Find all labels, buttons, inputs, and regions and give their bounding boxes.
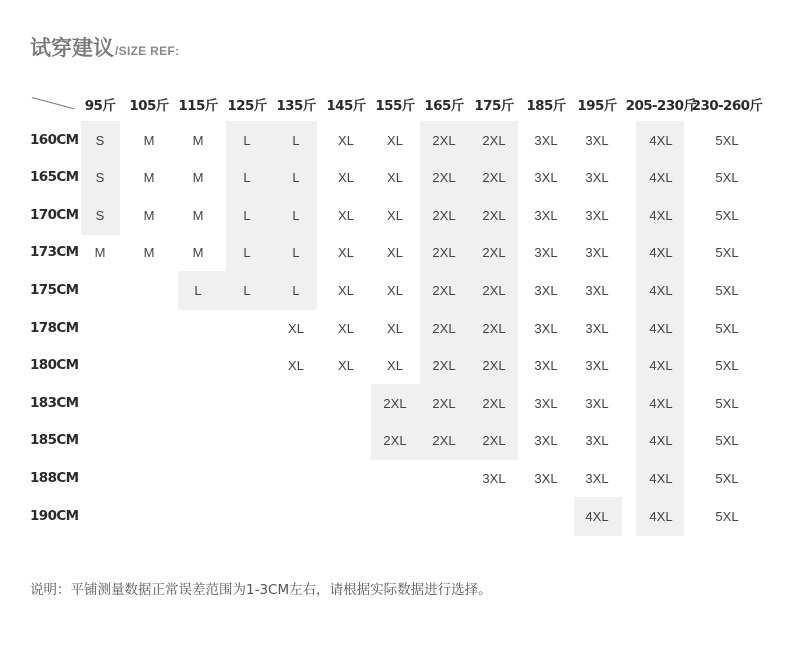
size-cell: 5XL	[715, 208, 739, 223]
size-cell: XL	[387, 208, 403, 223]
size-cell: 3XL	[534, 245, 558, 260]
page-title	[30, 32, 179, 62]
size-cell: L	[243, 245, 251, 260]
size-cell: XL	[338, 133, 354, 148]
size-cell: 5XL	[715, 283, 739, 298]
size-cell: 2XL	[432, 321, 456, 336]
weight-header: 155斤	[375, 98, 415, 114]
size-cell: 2XL	[482, 208, 506, 223]
size-cell: XL	[387, 170, 403, 185]
size-cell: 2XL	[432, 396, 456, 411]
size-cell: 3XL	[585, 170, 609, 185]
size-cell: 4XL	[649, 245, 673, 260]
size-cell: M	[143, 170, 155, 185]
size-cell: 2XL	[383, 396, 407, 411]
weight-header: 95斤	[84, 98, 116, 114]
size-cell: 4XL	[649, 208, 673, 223]
table-corner-divider	[32, 97, 75, 109]
title-cn: 试穿建议	[30, 36, 114, 60]
size-cell: M	[192, 245, 204, 260]
size-cell: M	[94, 245, 106, 260]
size-cell: 3XL	[534, 358, 558, 373]
size-cell: 3XL	[585, 358, 609, 373]
size-cell: M	[192, 208, 204, 223]
weight-header: 125斤	[227, 98, 267, 114]
height-label: 165CM	[30, 169, 79, 185]
height-label: 178CM	[30, 320, 79, 336]
size-cell: L	[194, 283, 202, 298]
size-cell: 5XL	[715, 396, 739, 411]
size-cell: 2XL	[482, 321, 506, 336]
size-cell: 3XL	[585, 471, 609, 486]
size-cell: 3XL	[482, 471, 506, 486]
size-cell: 2XL	[383, 433, 407, 448]
height-label: 175CM	[30, 282, 79, 298]
size-cell: 5XL	[715, 170, 739, 185]
weight-header: 135斤	[276, 98, 316, 114]
weight-header: 145斤	[326, 98, 366, 114]
height-label: 173CM	[30, 244, 79, 260]
size-cell: 2XL	[432, 245, 456, 260]
size-cell: L	[292, 208, 300, 223]
size-cell: XL	[338, 321, 354, 336]
size-cell: L	[243, 283, 251, 298]
size-cell: 4XL	[649, 283, 673, 298]
shaded-cell	[178, 271, 226, 310]
size-cell: 3XL	[534, 283, 558, 298]
size-cell: 3XL	[585, 396, 609, 411]
weight-header: 105斤	[129, 98, 169, 114]
size-cell: 3XL	[585, 208, 609, 223]
size-cell: 3XL	[534, 471, 558, 486]
weight-header: 175斤	[474, 98, 514, 114]
size-cell: M	[143, 245, 155, 260]
weight-header: 115斤	[178, 98, 218, 114]
size-cell: XL	[288, 358, 304, 373]
size-cell: S	[95, 170, 105, 185]
size-cell: S	[95, 208, 105, 223]
size-cell: 2XL	[432, 208, 456, 223]
size-cell: L	[292, 283, 300, 298]
height-label: 190CM	[30, 508, 79, 524]
height-label: 185CM	[30, 432, 79, 448]
weight-header: 165斤	[424, 98, 464, 114]
size-cell: 5XL	[715, 321, 739, 336]
weight-header: 205-230斤	[625, 98, 697, 114]
height-label: 160CM	[30, 132, 79, 148]
size-cell: XL	[288, 321, 304, 336]
height-label: 183CM	[30, 395, 79, 411]
size-cell: 5XL	[715, 471, 739, 486]
size-cell: 2XL	[432, 133, 456, 148]
size-cell: M	[143, 133, 155, 148]
size-cell: S	[95, 133, 105, 148]
size-cell: 3XL	[534, 208, 558, 223]
size-cell: 4XL	[649, 321, 673, 336]
size-cell: 3XL	[534, 433, 558, 448]
size-cell: 2XL	[482, 245, 506, 260]
size-cell: 5XL	[715, 509, 739, 524]
size-cell: 5XL	[715, 133, 739, 148]
height-label: 188CM	[30, 470, 79, 486]
size-cell: 4XL	[649, 471, 673, 486]
size-cell: 4XL	[649, 358, 673, 373]
size-cell: 2XL	[482, 170, 506, 185]
size-cell: 3XL	[585, 433, 609, 448]
size-cell: XL	[387, 321, 403, 336]
size-cell: 3XL	[534, 396, 558, 411]
size-cell: 2XL	[482, 358, 506, 373]
size-cell: L	[243, 208, 251, 223]
size-cell: L	[292, 245, 300, 260]
size-cell: M	[192, 133, 204, 148]
size-cell: XL	[338, 208, 354, 223]
footer-note: 说明：平铺测量数据正常误差范围为1-3CM左右，请根据实际数据进行选择。	[30, 582, 492, 598]
size-cell: L	[243, 133, 251, 148]
height-label: 180CM	[30, 357, 79, 373]
weight-header: 185斤	[526, 98, 566, 114]
size-cell: 2XL	[482, 133, 506, 148]
size-cell: M	[192, 170, 204, 185]
size-cell: 3XL	[585, 245, 609, 260]
size-cell: 5XL	[715, 433, 739, 448]
weight-header: 195斤	[577, 98, 617, 114]
size-cell: 4XL	[649, 509, 673, 524]
size-cell: 3XL	[534, 133, 558, 148]
size-cell: 4XL	[649, 396, 673, 411]
weight-header: 230-260斤	[691, 98, 763, 114]
size-cell: XL	[387, 245, 403, 260]
size-cell: 2XL	[482, 433, 506, 448]
size-cell: L	[292, 170, 300, 185]
size-cell: 5XL	[715, 358, 739, 373]
size-cell: XL	[387, 358, 403, 373]
size-cell: XL	[387, 283, 403, 298]
size-cell: 3XL	[585, 133, 609, 148]
size-cell: 3XL	[534, 170, 558, 185]
size-cell: 4XL	[649, 433, 673, 448]
size-cell: 3XL	[585, 283, 609, 298]
size-cell: 4XL	[649, 170, 673, 185]
size-cell: M	[143, 208, 155, 223]
size-cell: XL	[387, 133, 403, 148]
size-cell: 2XL	[432, 283, 456, 298]
size-cell: 3XL	[585, 321, 609, 336]
size-cell: 3XL	[534, 321, 558, 336]
size-cell: XL	[338, 283, 354, 298]
size-cell: L	[243, 170, 251, 185]
size-cell: 2XL	[432, 358, 456, 373]
size-cell: 2XL	[482, 283, 506, 298]
size-cell: 2XL	[432, 170, 456, 185]
size-cell: 2XL	[482, 396, 506, 411]
size-cell: 4XL	[585, 509, 609, 524]
size-cell: 4XL	[649, 133, 673, 148]
size-cell: 5XL	[715, 245, 739, 260]
size-cell: XL	[338, 170, 354, 185]
size-cell: L	[292, 133, 300, 148]
size-cell: XL	[338, 358, 354, 373]
size-cell: XL	[338, 245, 354, 260]
size-cell: 2XL	[432, 433, 456, 448]
height-label: 170CM	[30, 207, 79, 223]
title-en: /SIZE REF:	[115, 44, 180, 58]
